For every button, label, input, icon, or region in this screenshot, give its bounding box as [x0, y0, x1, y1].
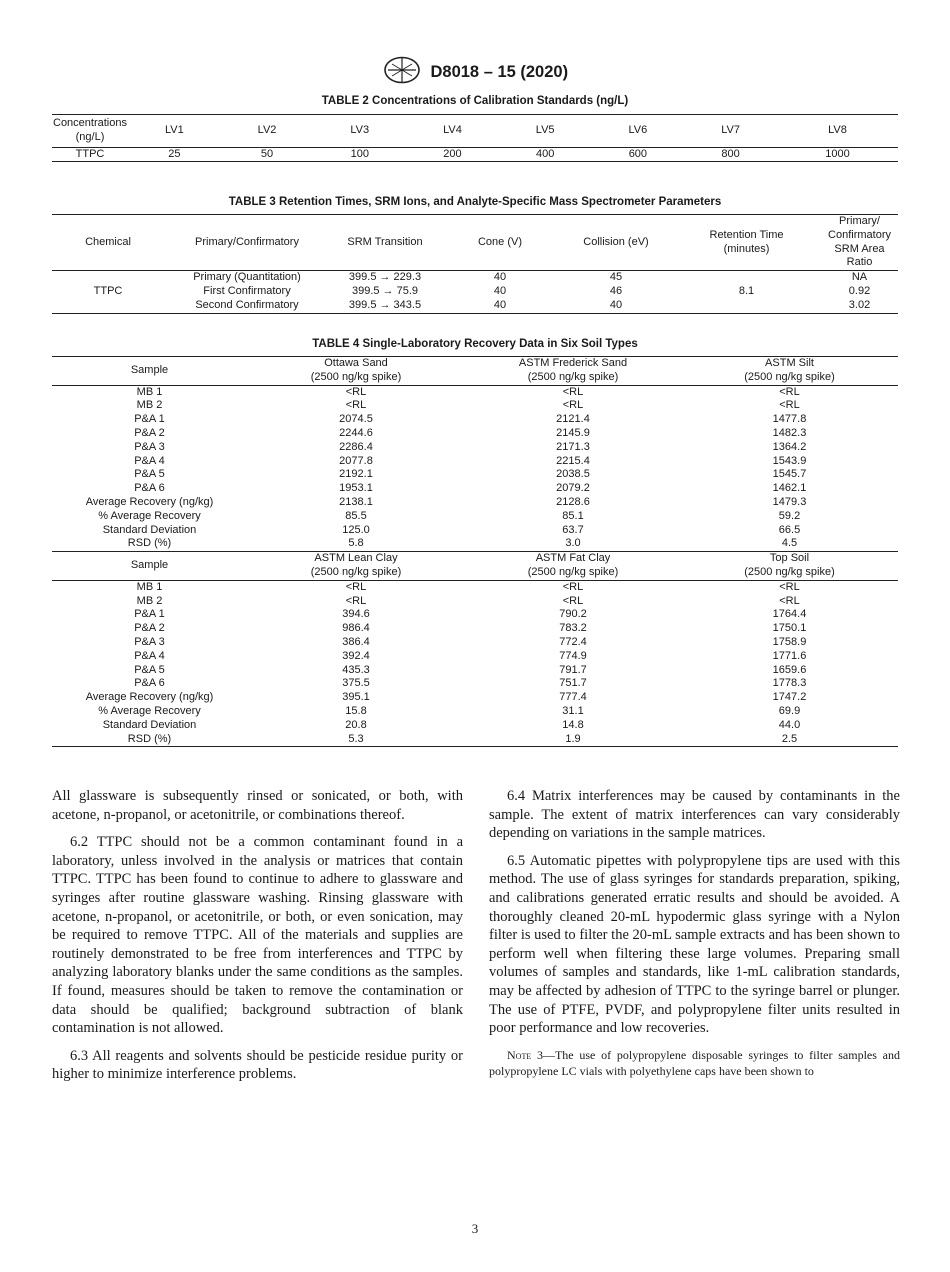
table3-collision: 40: [609, 298, 623, 311]
table4-cell: 1462.1: [772, 482, 807, 495]
table4-column-name: ASTM Frederick Sand: [518, 357, 628, 369]
table4-cell: 1771.6: [772, 649, 807, 662]
table4-cell: 375.5: [342, 677, 370, 690]
table4-cell: 85.5: [345, 509, 367, 522]
table3-type: Primary (Quantitation): [193, 271, 301, 284]
table4-row: [52, 664, 898, 678]
table4-cell: 5.3: [348, 732, 364, 745]
table4-cell: 2138.1: [339, 495, 373, 508]
body-paragraph: All glassware is subsequently rinsed or sonicated, or both, with acetone, n-propanol, or acetonitrile, or combinations thereof.: [52, 788, 463, 823]
table4-cell: 1482.3: [772, 426, 807, 439]
table4-row: [52, 691, 898, 705]
table4-cell: 66.5: [778, 523, 801, 536]
table3-header: Cone (V): [440, 215, 560, 271]
table4-cell: 2079.2: [556, 482, 590, 495]
table4-row-label: P&A 5: [134, 468, 165, 481]
table4-cell: 5.8: [348, 537, 364, 550]
table4-cell: 1747.2: [772, 691, 807, 704]
table4-cell: <RL: [779, 580, 800, 593]
note-3: [489, 1047, 900, 1079]
table3-header: Retention Time (minutes): [672, 215, 821, 271]
table2-value: 800: [721, 147, 740, 160]
table4-header-row: [52, 552, 898, 566]
table3-collision: 45: [609, 271, 623, 284]
table4-column-name: Top Soil: [681, 552, 898, 566]
table4-cell: 1477.8: [772, 413, 807, 426]
table4-cell: 2215.4: [556, 454, 590, 467]
table4-row: [52, 719, 898, 733]
table2-value: 50: [260, 147, 274, 160]
table2-value: 400: [535, 147, 555, 160]
table4-cell: 31.1: [562, 704, 584, 717]
table4-cell: <RL: [345, 399, 367, 412]
table4-cell: 1659.6: [772, 663, 807, 676]
table2-header-row: [52, 115, 898, 148]
table2-value: 200: [443, 147, 462, 160]
table4-cell: 774.9: [559, 649, 587, 662]
table4-cell: 2.5: [781, 732, 798, 745]
table4-cell: 1.9: [565, 732, 581, 745]
table4-row: [52, 496, 898, 510]
page-number: 3: [471, 1221, 479, 1236]
table4-cell: <RL: [779, 594, 800, 607]
standard-designation: D8018 – 15 (2020): [430, 63, 569, 81]
table4-cell: 2121.4: [556, 413, 590, 426]
table4-row: [52, 524, 898, 538]
table3-srm: 399.5 → 229.3: [348, 271, 422, 284]
table2-level: LV2: [221, 115, 314, 148]
table4-cell: 791.7: [559, 663, 587, 676]
table4-row-label: MB 1: [136, 580, 163, 593]
table3: [52, 214, 898, 314]
table4-cell: 386.4: [342, 635, 370, 648]
body-paragraph: 6.5 Automatic pipettes with polypropylene tips are used with this method. The use of glass syringes for standards preparation, spiking, and calibrations generated erratic results and should be avoided. A thoroughly cleaned 20-mL hypodermic glass syringe with a Nylon filter is used to filter the 20-mL sample extracts and has been shown to perform well when filtering these large volumes. Preparing small volumes of samples and standards, like 1-mL calibration standards, may be affected by adhesion of TTPC to the syringe barrel or plunger. The use of PTFE, PVDF, and polypropylene filter units resulted in poor performance and low recoveries.: [489, 852, 900, 1037]
table4-cell: 69.9: [778, 704, 801, 717]
table4-row: [52, 608, 898, 622]
table2-level: LV4: [406, 115, 499, 148]
table3-header: Primary/ Confirmatory SRM Area Ratio: [821, 215, 898, 271]
table4-cell: 2038.5: [556, 468, 590, 481]
table4-cell: <RL: [345, 385, 367, 398]
table4-row-label: Standard Deviation: [102, 718, 197, 731]
table4-cell: <RL: [562, 399, 584, 412]
table3-caption: TABLE 3 Retention Times, SRM Ions, and Analyte-Specific Mass Spectrometer Parameters: [228, 196, 722, 208]
table4-cell: 3.0: [565, 537, 581, 550]
table4-row: [52, 427, 898, 441]
table4-cell: 1479.3: [772, 495, 807, 508]
table3-collision: 46: [609, 284, 623, 297]
table4-row: [52, 622, 898, 636]
table4-cell: 783.2: [559, 622, 587, 635]
table2-level: LV5: [499, 115, 592, 148]
table4-cell: 1764.4: [772, 608, 807, 621]
table4-cell: <RL: [562, 594, 584, 607]
table4-row: [52, 413, 898, 427]
table4-cell: 44.0: [778, 718, 801, 731]
table4-sample-label: Sample: [52, 357, 247, 386]
table4-row-label: % Average Recovery: [98, 704, 201, 717]
table4-cell: 59.2: [778, 509, 801, 522]
table4-row-label: P&A 2: [134, 622, 165, 635]
table4-cell: 14.8: [562, 718, 584, 731]
table2-caption: TABLE 2 Concentrations of Calibration Standards (ng/L): [321, 95, 629, 107]
table4-cell: 85.1: [562, 509, 584, 522]
table2-value: 25: [168, 147, 181, 160]
table4-cell: 751.7: [559, 677, 587, 690]
table4-cell: 1543.9: [772, 454, 807, 467]
table4-header-row: [52, 357, 898, 371]
table4-row-label: P&A 3: [134, 635, 165, 648]
table4-cell: 125.0: [342, 523, 370, 536]
table2-level: LV3: [313, 115, 406, 148]
table3-header: Primary/Confirmatory: [164, 215, 330, 271]
table4-row-label: P&A 4: [134, 454, 165, 467]
table4-cell: <RL: [779, 399, 800, 412]
table4-row: [52, 468, 898, 482]
table4-row: [52, 385, 898, 399]
table4-cell: 2077.8: [339, 454, 373, 467]
table4-row-label: P&A 4: [134, 649, 165, 662]
table2-level: LV6: [592, 115, 685, 148]
table4-column-spike: (2500 ng/kg spike): [465, 371, 681, 385]
table4-cell: 63.7: [562, 523, 584, 536]
table4-column-spike: (2500 ng/kg spike): [681, 566, 898, 580]
body-paragraph: 6.4 Matrix interferences may be caused by contaminants in the sample. The extent of matrix interferences can vary considerably depending on variations in the sample matrices.: [489, 788, 900, 842]
table4-cell: 1750.1: [772, 622, 807, 635]
table4-row: [52, 510, 898, 524]
table4-column-spike: (2500 ng/kg spike): [465, 566, 681, 580]
page-header: [0, 56, 950, 89]
table4-row: [52, 733, 898, 747]
table4-row-label: MB 1: [136, 385, 163, 398]
table2-level: LV8: [777, 115, 898, 148]
table3-ratio: 0.92: [848, 284, 871, 297]
table2: [52, 114, 898, 162]
table3-type: Second Confirmatory: [195, 298, 299, 311]
table4-row-label: MB 2: [136, 399, 163, 412]
table4-column-name: ASTM Lean Clay: [247, 552, 465, 566]
note-label: Note 3: [507, 1047, 543, 1062]
table3-srm: 399.5 → 75.9: [351, 284, 419, 297]
astm-logo-icon: [382, 56, 422, 89]
table4-cell: 1758.9: [772, 635, 807, 648]
table4-cell: 2244.6: [339, 426, 373, 439]
table4-cell: <RL: [562, 580, 584, 593]
table4-row-label: P&A 3: [134, 440, 165, 453]
table4-cell: 435.3: [342, 663, 370, 676]
table4-cell: 2192.1: [339, 468, 373, 481]
table2-row-header-label: Concentrations (ng/L): [52, 115, 128, 148]
table2-value: 600: [628, 147, 648, 160]
body-paragraph: 6.3 All reagents and solvents should be pesticide residue purity or higher to minimize interference problems.: [52, 1047, 463, 1083]
table4-row: [52, 455, 898, 469]
table4-cell: 1545.7: [772, 468, 807, 481]
table4-cell: <RL: [345, 580, 367, 593]
table2-value: 100: [350, 147, 369, 160]
table4-cell: 986.4: [342, 622, 370, 635]
table4: [52, 356, 898, 747]
table4-row: [52, 441, 898, 455]
table3-header: Chemical: [52, 215, 164, 271]
table4-cell: 772.4: [559, 635, 587, 648]
table4-row: [52, 482, 898, 496]
table3-retention-time: 8.1: [738, 284, 755, 297]
table2-row-label: TTPC: [75, 147, 105, 160]
table3-ratio: NA: [851, 271, 868, 284]
table4-cell: 777.4: [559, 691, 587, 704]
table4-cell: 1953.1: [339, 482, 373, 495]
note-text: —The use of polypropylene disposable syringes to filter samples and polypropylene LC vials with polyethylene caps have been shown to: [489, 1047, 900, 1078]
table4-column-spike: (2500 ng/kg spike): [247, 566, 465, 580]
table4-row: [52, 537, 898, 551]
table4-row-label: Average Recovery (ng/kg): [85, 691, 214, 704]
table4-cell: <RL: [345, 594, 367, 607]
table4-column-spike: (2500 ng/kg spike): [681, 371, 898, 385]
table4-sample-label: Sample: [52, 552, 247, 581]
table4-cell: 395.1: [342, 691, 370, 704]
table4-row: [52, 636, 898, 650]
table2-value: 1000: [825, 147, 850, 160]
table3-ratio: 3.02: [848, 298, 871, 311]
table4-row-label: Standard Deviation: [102, 523, 197, 536]
table3-header-row: [52, 215, 898, 271]
table4-cell: 20.8: [345, 718, 367, 731]
table2-level: LV7: [684, 115, 777, 148]
table4-cell: 1364.2: [772, 440, 807, 453]
table4-row-label: P&A 1: [134, 413, 165, 426]
table4-column-name: ASTM Fat Clay: [465, 552, 681, 566]
table3-cone: 40: [493, 284, 507, 297]
table4-row: [52, 595, 898, 609]
table4-caption: TABLE 4 Single-Laboratory Recovery Data in Six Soil Types: [312, 338, 638, 350]
table4-cell: <RL: [562, 385, 584, 398]
table4-cell: 790.2: [559, 608, 587, 621]
table4-cell: 2074.5: [339, 413, 373, 426]
table3-cone: 40: [493, 271, 507, 284]
table4-row-label: MB 2: [136, 594, 163, 607]
table4-row: [52, 705, 898, 719]
table4-cell: 2171.3: [556, 440, 590, 453]
table4-row: [52, 580, 898, 594]
table3-header: Collision (eV): [560, 215, 672, 271]
table2-level: LV1: [128, 115, 221, 148]
body-left-column: [52, 787, 463, 1093]
table4-row-label: Average Recovery (ng/kg): [85, 495, 214, 508]
table3-chemical: TTPC: [93, 284, 123, 297]
table4-cell: <RL: [779, 385, 800, 398]
table4-row-label: P&A 1: [134, 608, 165, 621]
table4-cell: 392.4: [342, 649, 370, 662]
table4-column-name: ASTM Silt: [765, 357, 814, 369]
table4-cell: 1778.3: [772, 677, 807, 690]
body-paragraph: 6.2 TTPC should not be a common contaminant found in a laboratory, unless involved in the analysis or matrices that contain TTPC. TTPC has been found to continue to adhere to glassware and syringes after routine glassware washing. Rinsing glassware with acetone, n-propanol, or acetonitrile, or both, or even sonication, may be required to remove TTPC. All of the materials and supplies are routinely demonstrated to be free from interferences and TTPC by analyzing laboratory blanks under the same conditions as the samples. If found, measures should be taken to remove the contamination or data should be qualified; background subtraction of blank contamination is not allowed.: [52, 834, 463, 1037]
table4-cell: 4.5: [781, 537, 798, 550]
table3-header: SRM Transition: [330, 215, 440, 271]
table4-row-label: P&A 5: [134, 663, 165, 676]
table4-cell: 2145.9: [556, 426, 590, 439]
table2-row: [52, 147, 898, 162]
table4-row-label: P&A 6: [134, 482, 165, 495]
table4-row: [52, 677, 898, 691]
table4-row-label: % Average Recovery: [98, 509, 201, 522]
table4-cell: 394.6: [342, 608, 370, 621]
body-right-column: [489, 787, 900, 1088]
table3-cone: 40: [493, 298, 507, 311]
table3-row: [52, 271, 898, 285]
table4-row-label: P&A 2: [134, 426, 165, 439]
table4-cell: 2286.4: [339, 440, 373, 453]
table4-row: [52, 650, 898, 664]
table4-row-label: RSD (%): [127, 732, 172, 745]
table4-row-label: RSD (%): [127, 537, 172, 550]
table4-column-spike: (2500 ng/kg spike): [247, 371, 465, 385]
table4-row-label: P&A 6: [134, 677, 165, 690]
table4-cell: 15.8: [345, 704, 367, 717]
table4-column-name: Ottawa Sand: [324, 357, 388, 369]
table4-cell: 2128.6: [556, 495, 590, 508]
table4-row: [52, 399, 898, 413]
table3-type: First Confirmatory: [203, 284, 291, 297]
table3-srm: 399.5 → 343.5: [348, 298, 422, 311]
